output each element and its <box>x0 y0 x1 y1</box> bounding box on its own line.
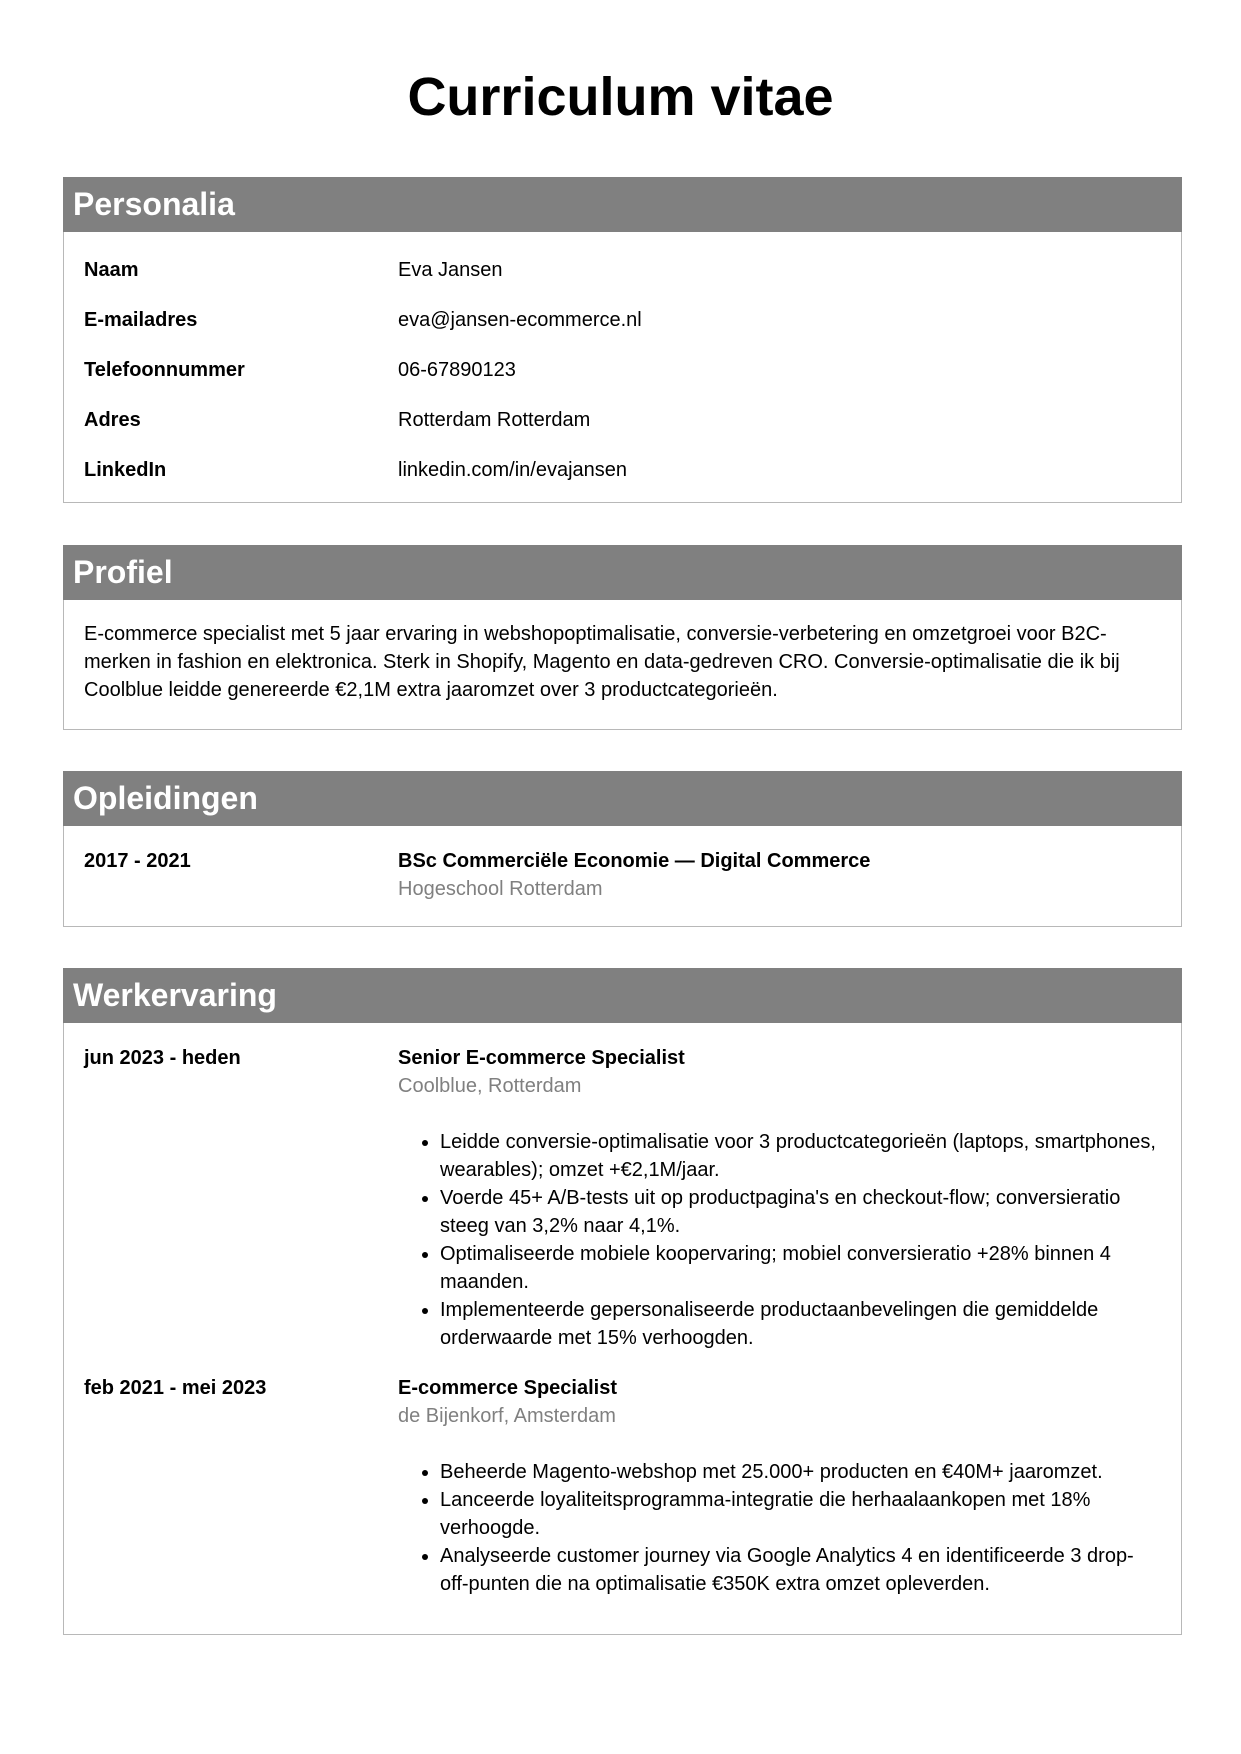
opleidingen-section <box>63 771 1182 927</box>
werkervaring-section <box>63 968 1182 1635</box>
list-item: • Lanceerde loyaliteitsprogramma-integratie die herhaalaankopen met 18% verhoogde. <box>440 1486 1161 1542</box>
address-label: Adres <box>84 409 141 431</box>
job-achievements-list <box>398 1128 1161 1352</box>
email-value: eva@jansen-ecommerce.nl <box>398 309 642 331</box>
job-title: E-commerce Specialist <box>398 1377 617 1399</box>
education-body <box>398 847 1161 903</box>
job-title: Senior E-commerce Specialist <box>398 1047 685 1069</box>
job-entry <box>64 1044 1181 1352</box>
education-institution: Hogeschool Rotterdam <box>398 878 603 900</box>
education-date: 2017 - 2021 <box>84 850 191 872</box>
name-value: Eva Jansen <box>398 259 503 281</box>
list-item: • Optimaliseerde mobiele koopervaring; mobiel conversieratio +28% binnen 4 maanden. <box>440 1240 1161 1296</box>
phone-label: Telefoonnummer <box>84 359 245 381</box>
list-item: • Analyseerde customer journey via Google Analytics 4 en identificeerde 3 drop-off-punten die na optimalisatie €350K extra omzet opleverden. <box>440 1542 1161 1598</box>
email-label: E-mailadres <box>84 309 198 331</box>
job-achievements-list <box>398 1458 1161 1598</box>
education-entry <box>64 847 1181 903</box>
job-body <box>398 1374 1161 1598</box>
list-item: • Leidde conversie-optimalisatie voor 3 productcategorieën (laptops, smartphones, wearables); omzet +€2,1M/jaar. <box>440 1128 1161 1184</box>
job-entry <box>64 1374 1181 1598</box>
address-value: Rotterdam Rotterdam <box>398 409 591 431</box>
werkervaring-heading: Werkervaring <box>63 968 1182 1023</box>
personalia-heading: Personalia <box>63 177 1182 232</box>
opleidingen-heading: Opleidingen <box>63 771 1182 826</box>
name-label: Naam <box>84 259 139 281</box>
job-company: de Bijenkorf, Amsterdam <box>398 1405 616 1427</box>
list-item: • Voerde 45+ A/B-tests uit op productpagina's en checkout-flow; conversieratio steeg van 3,2% naar 4,1%. <box>440 1184 1161 1240</box>
personalia-section <box>63 177 1182 503</box>
job-company: Coolblue, Rotterdam <box>398 1075 582 1097</box>
profile-summary: E-commerce specialist met 5 jaar ervaring in webshopoptimalisatie, conversie-verbetering en omzetgroei voor B2C-merken in fashion en elektronica. Sterk in Shopify, Magento en data-gedreven CRO. Conversie-optimalisatie die ik bij Coolblue leidde genereerde €2,1M extra jaaromzet over 3 productcategorieën. <box>84 623 1120 701</box>
job-date: jun 2023 - heden <box>84 1047 241 1069</box>
profiel-section <box>63 545 1182 730</box>
list-item: • Implementeerde gepersonaliseerde productaanbevelingen die gemiddelde orderwaarde met 15% verhoogden. <box>440 1296 1161 1352</box>
profiel-heading: Profiel <box>63 545 1182 600</box>
job-date: feb 2021 - mei 2023 <box>84 1377 267 1399</box>
education-title: BSc Commerciële Economie — Digital Commerce <box>398 850 871 872</box>
phone-value: 06-67890123 <box>398 359 516 381</box>
linkedin-value: linkedin.com/in/evajansen <box>398 459 628 481</box>
linkedin-label: LinkedIn <box>84 459 167 481</box>
page-title: Curriculum vitae <box>407 67 834 127</box>
job-body <box>398 1044 1161 1352</box>
list-item: • Beheerde Magento-webshop met 25.000+ producten en €40M+ jaaromzet. <box>440 1458 1161 1486</box>
